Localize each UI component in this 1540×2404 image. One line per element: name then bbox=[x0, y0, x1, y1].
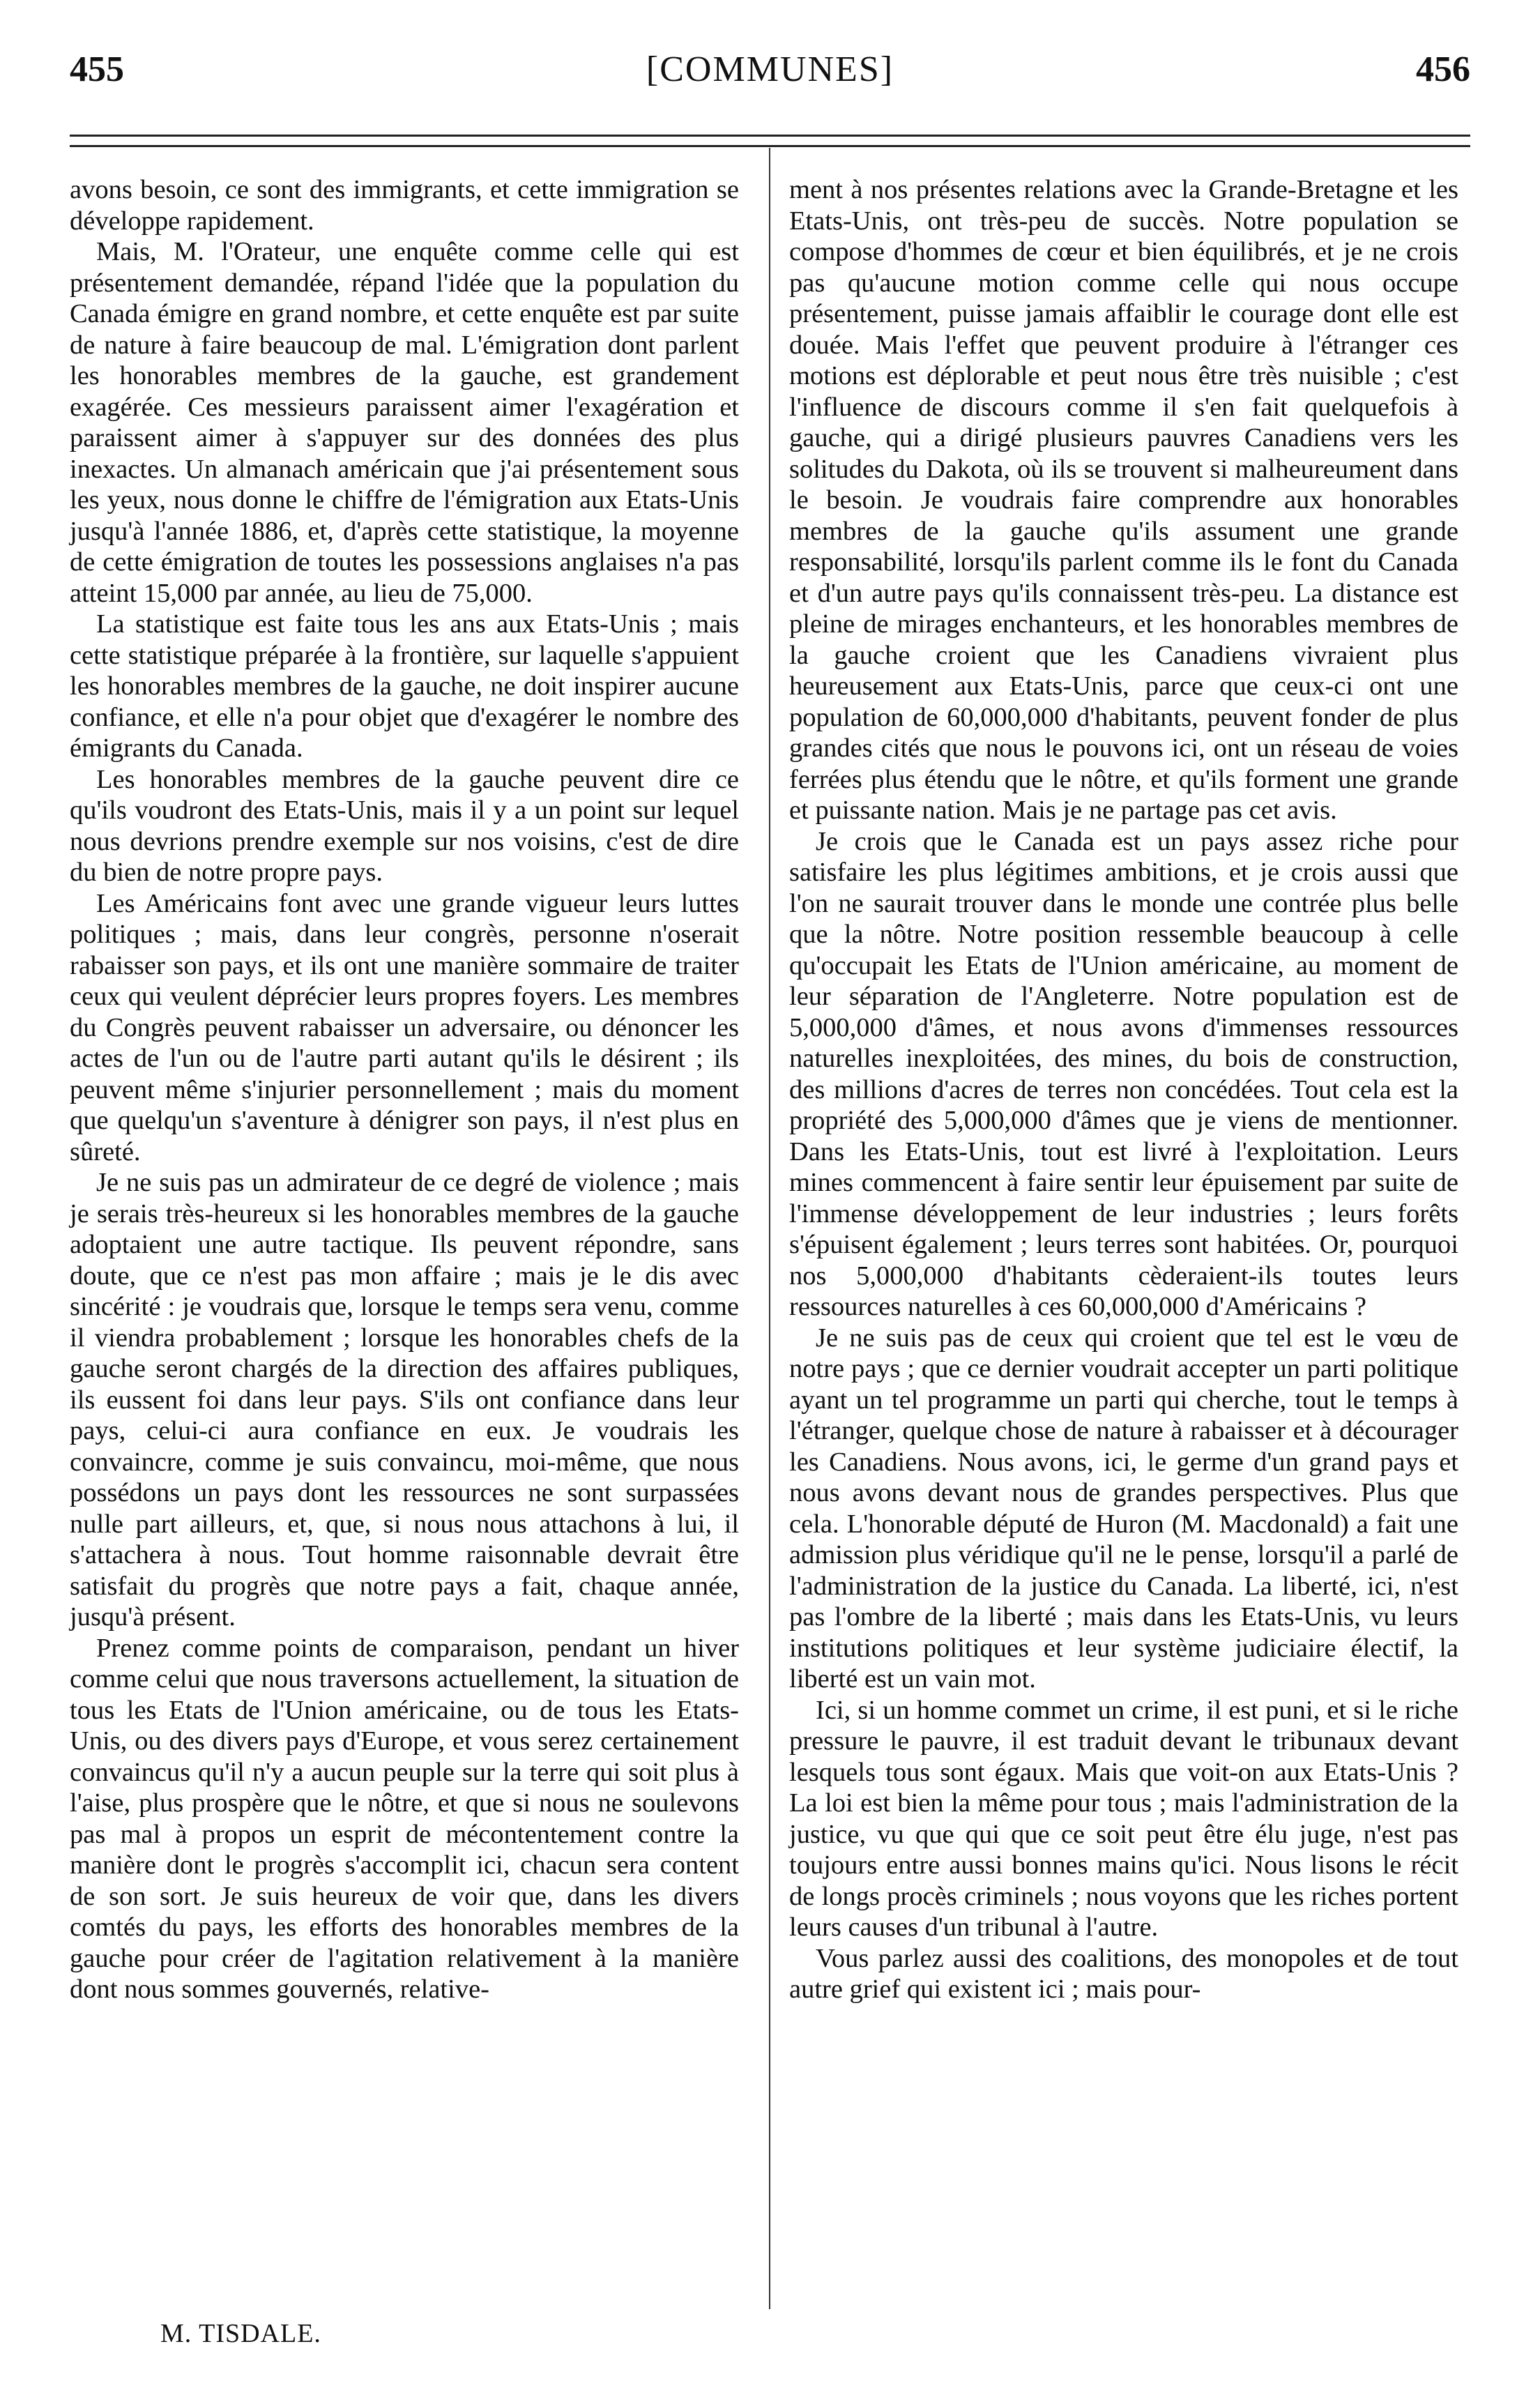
left-column bbox=[70, 174, 739, 2005]
paragraph: ment à nos présentes relations avec la Grande-Bretagne et les Etats-Unis, ont très-peu de succès. Notre population se compose d'hommes de cœur et bien équilibrés, et je ne crois pas qu'aucune motion comme celle qui nous occupe présentement, puisse jamais affaiblir le courage dont elle est douée. Mais l'effet que peuvent produire à l'étranger ces motions est déplorable et peut nous être très nuisible ; c'est l'influence de discours comme il s'en fait quelquefois à gauche, qui a dirigé plusieurs pauvres Canadiens vers les solitudes du Dakota, où ils se trouvent si malheureument dans le besoin. Je voudrais faire comprendre aux honorables membres de la gauche qu'ils assument une grande responsabilité, lorsqu'ils parlent comme ils le font du Canada et d'un autre pays qu'ils connaissent très-peu. La distance est pleine de mirages enchanteurs, et les honorables membres de la gauche croient que les Canadiens vivraient plus heureusement aux Etats-Unis, parce que ceux-ci ont une population de 60,000,000 d'habitants, peuvent fonder de plus grandes cités que nous le pouvons ici, ont un réseau de voies ferrées plus étendu que le nôtre, et qu'ils forment une grande et puissante nation. Mais je ne partage pas cet avis. bbox=[789, 175, 1458, 825]
paragraph: Les honorables membres de la gauche peuvent dire ce qu'ils voudront des Etats-Unis, mais il y a un point sur lequel nous devrions prendre exemple sur nos voisins, c'est de dire du bien de notre propre pays. bbox=[70, 764, 739, 887]
speaker-signature: M. TISDALE. bbox=[160, 2319, 321, 2348]
running-head: [COMMUNES] bbox=[646, 50, 894, 89]
paragraph: Les Américains font avec une grande vigueur leurs luttes politiques ; mais, dans leur congrès, personne n'oserait rabaisser son pays, et ils ont une manière sommaire de traiter ceux qui veulent déprécier leurs propres foyers. Les membres du Congrès peuvent rabaisser un adversaire, ou dénoncer les actes de l'un ou de l'autre parti autant qu'ils le désirent ; ils peuvent même s'injurier personnellement ; mais du moment que quelqu'un s'aventure à dénigrer son pays, il n'est plus en sûreté. bbox=[70, 888, 739, 1166]
column-divider bbox=[769, 148, 770, 2309]
paragraph: Je ne suis pas un admirateur de ce degré de violence ; mais je serais très-heureux si les honorables membres de la gauche adoptaient une autre tactique. Ils peuvent répondre, sans doute, que ce n'est pas mon affaire ; mais je le dis avec sincérité : je voudrais que, lorsque le temps sera venu, comme il viendra probablement ; lorsque les honorables chefs de la gauche seront chargés de la direction des affaires publiques, ils eussent foi dans leur pays. S'ils ont confiance dans leur pays, celui-ci aura confiance en eux. Je voudrais les convaincre, comme je suis convaincu, moi-même, que nous possédons un pays dont les ressources ne sont surpassées nulle part ailleurs, et, que, si nous nous attachons à lui, il s'attachera à nous. Tout homme raisonnable devrait être satisfait du progrès que notre pays a fait, chaque année, jusqu'à présent. bbox=[70, 1168, 739, 1631]
paragraph: Prenez comme points de comparaison, pendant un hiver comme celui que nous traversons actuellement, la situation de tous les Etats de l'Union américaine, ou de tous les Etats-Unis, ou des divers pays d'Europe, et vous serez certainement convaincus qu'il n'y a aucun peuple sur la terre qui soit plus à l'aise, plus prospère que le nôtre, et que si nous ne soulevons pas mal à propos un esprit de mécontentement contre la manière dont le progrès s'accomplit ici, chacun sera content de son sort. Je suis heureux de voir que, dans les divers comtés du pays, les efforts des honorables membres de la gauche pour créer de l'agitation relativement à la manière dont nous sommes gouvernés, relative- bbox=[70, 1633, 739, 2004]
paragraph: La statistique est faite tous les ans aux Etats-Unis ; mais cette statistique préparée à la frontière, sur laquelle s'appuient les honorables membres de la gauche, ne doit inspirer aucune confiance, et elle n'a pour objet que d'exagérer le nombre des émigrants du Canada. bbox=[70, 609, 739, 763]
paragraph: Mais, M. l'Orateur, une enquête comme celle qui est présentement demandée, répand l'idée que la population du Canada émigre en grand nombre, et cette enquête est par suite de nature à faire beaucoup de mal. L'émigration dont parlent les honorables membres de la gauche, est grandement exagérée. Ces messieurs paraissent aimer l'exagération et paraissent aimer à s'appuyer sur des données des plus inexactes. Un almanach américain que j'ai présentement sous les yeux, nous donne le chiffre de l'émigration aux Etats-Unis jusqu'à l'année 1886, et, d'après cette statistique, la moyenne de cette émigration de toutes les possessions anglaises n'a pas atteint 15,000 par année, au lieu de 75,000. bbox=[70, 237, 739, 608]
paragraph: Je crois que le Canada est un pays assez riche pour satisfaire les plus légitimes ambitions, et je crois aussi que l'on ne saurait trouver dans le monde une contrée plus belle que la nôtre. Notre position ressemble beaucoup à celle qu'occupait les Etats de l'Union américaine, au moment de leur séparation de l'Angleterre. Notre population est de 5,000,000 d'âmes, et nous avons d'immenses ressources naturelles inexploitées, des mines, du bois de construction, des millions d'acres de terres non concédées. Tout cela est la propriété des 5,000,000 d'âmes que je viens de mentionner. Dans les Etats-Unis, tout est livré à l'exploitation. Leurs mines commencent à faire sentir leur épuisement par suite de l'immense développement de leur industries ; leurs forêts s'épuisent également ; leurs terres sont habitées. Or, pourquoi nos 5,000,000 d'habitants cèderaient-ils toutes leurs ressources naturelles à ces 60,000,000 d'Américains ? bbox=[789, 826, 1458, 1321]
paragraph: Ici, si un homme commet un crime, il est puni, et si le riche pressure le pauvre, il est traduit devant le tribunaux devant lesquels tous sont égaux. Mais que voit-on aux Etats-Unis ? La loi est bien la même pour tous ; mais l'administration de la justice, vu que qui que ce soit peut être élu juge, n'est pas toujours entre aussi bonnes mains qu'ici. Nous lisons le récit de longs procès criminels ; nous voyons que les riches portent leurs causes d'un tribunal à l'autre. bbox=[789, 1695, 1458, 1942]
paragraph: avons besoin, ce sont des immigrants, et cette immigration se développe rapidement. bbox=[70, 175, 739, 236]
right-column bbox=[789, 174, 1458, 2005]
paragraph: Je ne suis pas de ceux qui croient que tel est le vœu de notre pays ; que ce dernier voudrait accepter un parti politique ayant un tel programme un parti qui cherche, tout le temps à l'étranger, quelque chose de nature à rabaisser et à décourager les Canadiens. Nous avons, ici, le germe d'un grand pays et nous avons devant nous de grandes perspectives. Plus que cela. L'honorable député de Huron (M. Macdonald) a fait une admission plus véridique qu'il ne le pense, lorsqu'il a parlé de l'administration de la justice du Canada. La liberté, ici, n'est pas l'ombre de la liberté ; mais dans les Etats-Unis, vu leurs institutions politiques et leur système judiciaire électif, la liberté est un vain mot. bbox=[789, 1323, 1458, 1694]
page-number-right: 456 bbox=[1416, 50, 1470, 89]
header-rule-top bbox=[70, 135, 1470, 137]
page-header bbox=[70, 49, 1470, 98]
header-rule-bottom bbox=[70, 145, 1470, 147]
paragraph: Vous parlez aussi des coalitions, des monopoles et de tout autre grief qui existent ici ; mais pour- bbox=[789, 1943, 1458, 2004]
page-number-left: 455 bbox=[70, 50, 124, 89]
